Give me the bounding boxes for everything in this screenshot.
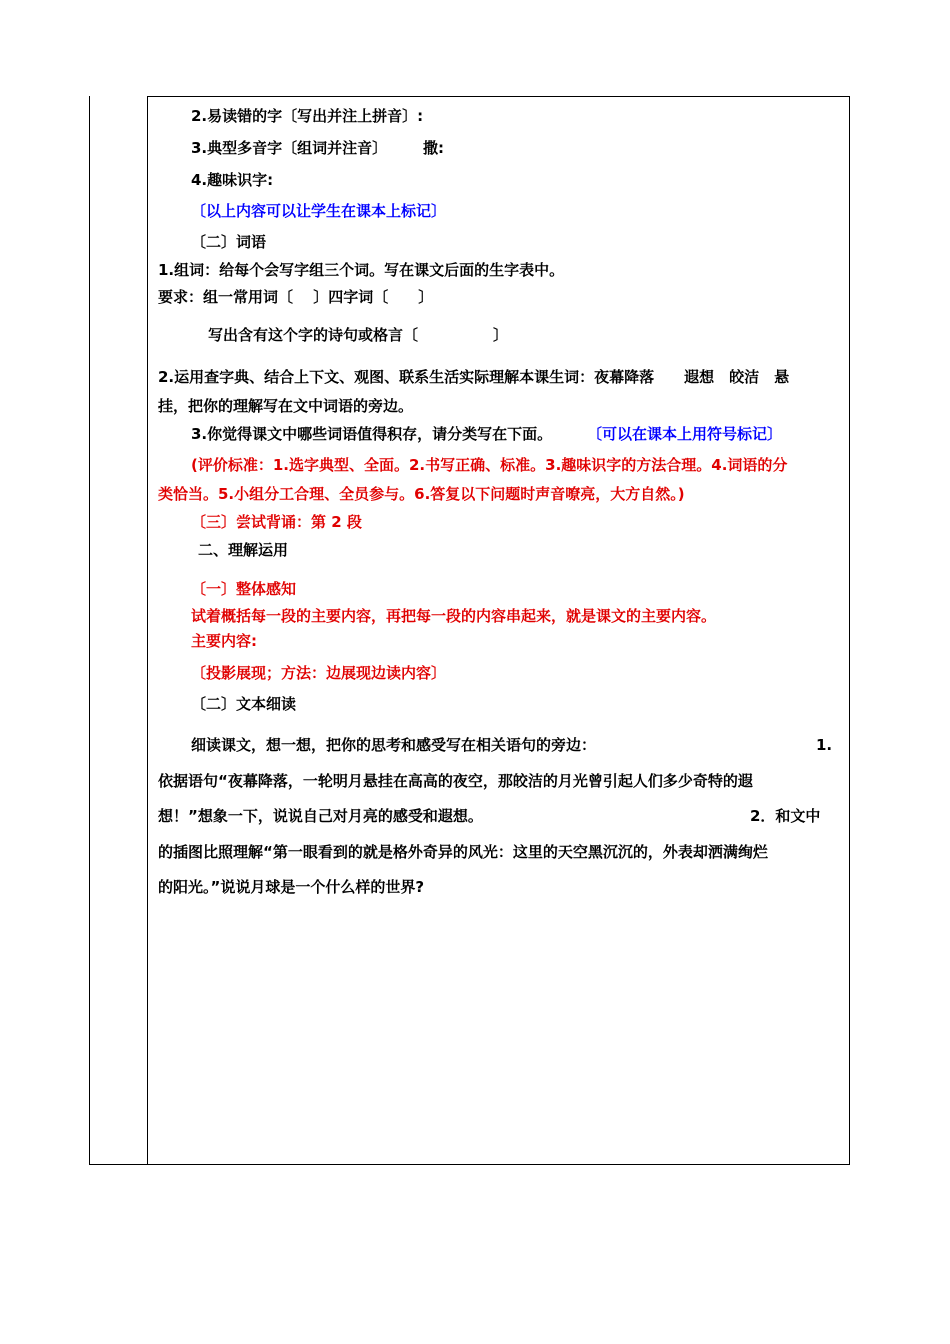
table-bottom-border <box>89 1164 850 1165</box>
evaluation-criteria-line2: 类恰当。5.小组分工合理、全员参与。6.答复以下问题时声音嘹亮，大方自然。) <box>158 485 685 503</box>
item-accumulate-words: 3.你觉得课文中哪些词语值得积存，请分类写在下面。 <box>191 425 553 443</box>
table-top-border <box>147 96 850 97</box>
close-reading-instruction: 细读课文，想一想，把你的思考和感受写在相关语句的旁边： <box>191 736 597 754</box>
question-number-2: 2．和文中 <box>750 807 821 825</box>
note-mark-in-textbook: 〔以上内容可以让学生在课本上标记〕 <box>191 202 447 220</box>
item-fun-literacy: 4.趣味识字: <box>191 171 274 189</box>
question-number-1: 1. <box>816 736 833 754</box>
item-understand-new-words-line1: 2.运用查字典、结合上下文、观图、联系生活实际理解本课生词：夜幕降落 遐想 皎洁 悬 <box>158 368 790 386</box>
table-left-border <box>89 96 90 1165</box>
question-1-line1: 依据语句“夜幕降落，一轮明月悬挂在高高的夜空，那皎洁的月光曾引起人们多少奇特的遐 <box>158 772 753 790</box>
part-two-heading: 二、理解运用 <box>198 541 289 559</box>
section-overall-perception: 〔一〕整体感知 <box>191 580 297 598</box>
item-poem-or-motto: 写出含有这个字的诗句或格言〔 〕 <box>208 326 509 344</box>
item-polyphonic-example: 撒: <box>423 139 444 157</box>
section-recitation-heading: 〔三〕尝试背诵：第 2 段 <box>191 513 362 531</box>
item-requirements: 要求：组一常用词〔 〕四字词〔 〕 <box>158 288 434 306</box>
projection-method-note: 〔投影展现；方法：边展现边读内容〕 <box>191 664 447 682</box>
section-close-reading-heading: 〔二〕文本细读 <box>191 695 297 713</box>
main-content-label: 主要内容: <box>191 632 257 650</box>
evaluation-criteria-line1: (评价标准：1.选字典型、全面。2.书写正确、标准。3.趣味识字的方法合理。4.词语的分 <box>191 456 788 474</box>
item-error-prone-chars: 2.易读错的字〔写出并注上拼音〕: <box>191 107 424 125</box>
note-use-symbols: 〔可以在课本上用符号标记〕 <box>587 425 783 443</box>
item-word-formation: 1.组词：给每个会写字组三个词。写在课文后面的生字表中。 <box>158 261 565 279</box>
overall-perception-instruction: 试着概括每一段的主要内容，再把每一段的内容串起来，就是课文的主要内容。 <box>191 607 717 625</box>
question-1-line2: 想！”想象一下，说说自己对月亮的感受和遐想。 <box>158 807 483 825</box>
item-polyphonic-chars: 3.典型多音字〔组词并注音〕 <box>191 139 388 157</box>
question-2-line2: 的阳光。”说说月球是一个什么样的世界? <box>158 878 425 896</box>
table-column-divider <box>147 96 148 1165</box>
section-vocabulary-heading: 〔二〕词语 <box>191 233 267 251</box>
item-understand-new-words-line2: 挂，把你的理解写在文中词语的旁边。 <box>158 397 414 415</box>
table-right-border <box>849 96 850 1165</box>
question-2-line1: 的插图比照理解“第一眼看到的就是格外奇异的风光：这里的天空黑沉沉的，外表却洒满绚烂 <box>158 843 768 861</box>
